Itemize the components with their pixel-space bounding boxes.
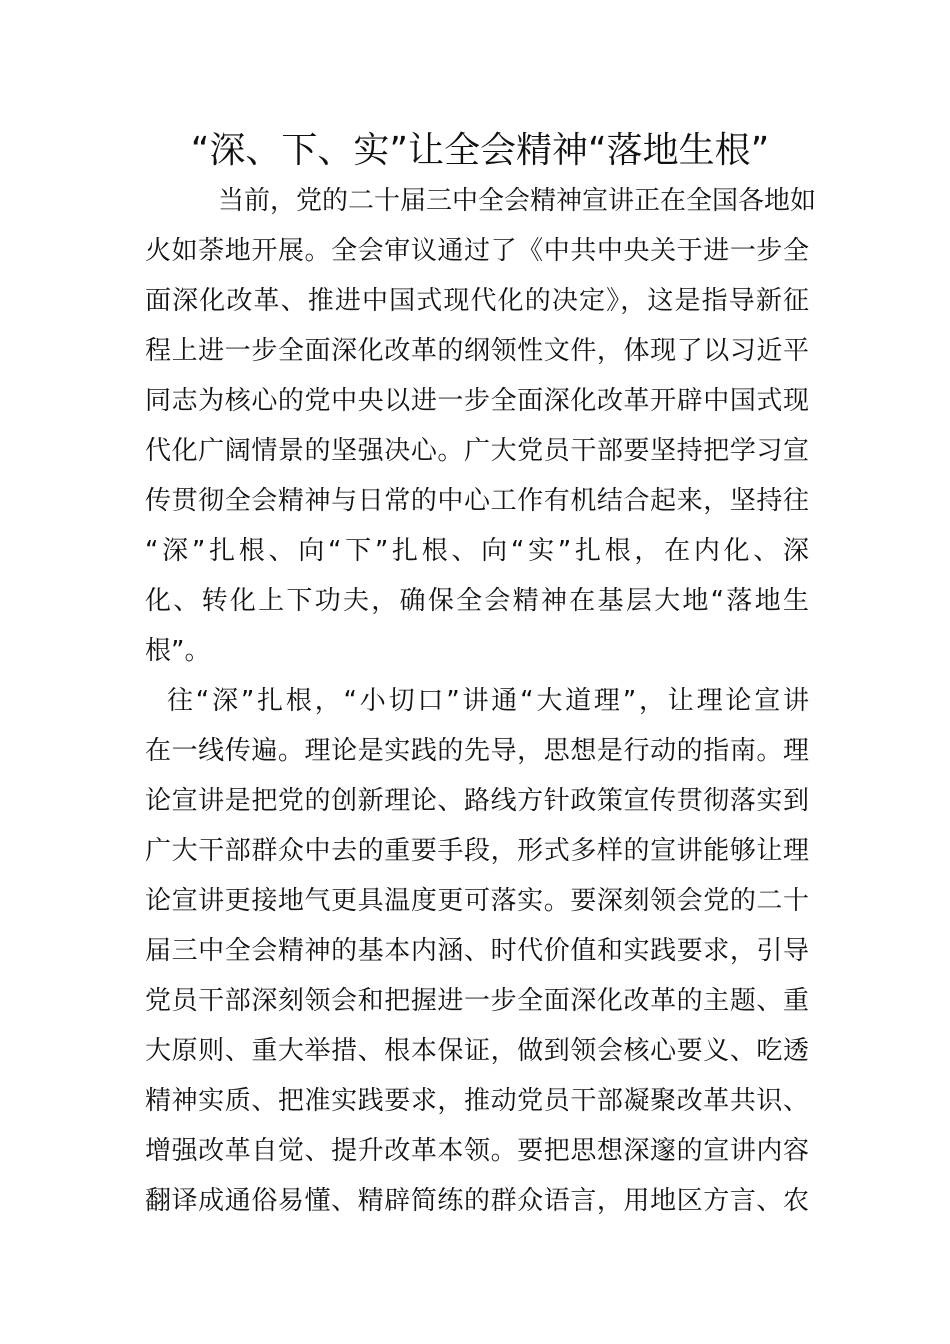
text-line: 根”。	[145, 636, 211, 666]
text-line: 论宣讲是把党的创新理论、路线方针政策宣传贯彻落实到	[145, 786, 809, 816]
text-line: 党员干部深刻领会和把握进一步全面深化改革的主题、重	[145, 986, 809, 1016]
text-line: 论宣讲更接地气更具温度更可落实。要深刻领会党的二十	[145, 886, 809, 916]
document-title: “深、下、实”让全会精神“落地生根”	[190, 130, 770, 171]
text-line: 大原则、重大举措、根本保证，做到领会核心要义、吃透	[145, 1036, 809, 1066]
text-line: 翻译成通俗易懂、精辟简练的群众语言，用地区方言、农	[145, 1186, 809, 1216]
text-line: 广大干部群众中去的重要手段，形式多样的宣讲能够让理	[145, 836, 809, 866]
text-line: 面深化改革、推进中国式现代化的决定》，这是指导新征	[145, 286, 809, 316]
text-line: 代化广阔情景的坚强决心。广大党员干部要坚持把学习宣	[145, 436, 809, 466]
text-line: 届三中全会精神的基本内涵、时代价值和实践要求，引导	[145, 936, 809, 966]
text-line: 精神实质、把准实践要求，推动党员干部凝聚改革共识、	[145, 1086, 809, 1116]
paragraph-2	[145, 676, 809, 1226]
document-body	[145, 176, 817, 1226]
text-line: 当前，党的二十届三中全会精神宣讲正在全国各地如	[218, 186, 817, 216]
text-line: 传贯彻全会精神与日常的中心工作有机结合起来，坚持往	[145, 486, 809, 516]
text-line: 火如荼地开展。全会审议通过了《中共中央关于进一步全	[145, 236, 809, 266]
text-line: 同志为核心的党中央以进一步全面深化改革开辟中国式现	[145, 386, 809, 416]
text-line: 化、转化上下功夫，确保全会精神在基层大地“落地生	[145, 586, 809, 616]
text-line: 程上进一步全面深化改革的纲领性文件，体现了以习近平	[145, 336, 809, 366]
text-line: 增强改革自觉、提升改革本领。要把思想深邃的宣讲内容	[145, 1136, 809, 1166]
text-line: “深”扎根、向“下”扎根、向“实”扎根，在内化、深	[145, 536, 809, 566]
text-line: 在一线传遍。理论是实践的先导，思想是行动的指南。理	[145, 736, 809, 766]
paragraph-1	[145, 176, 817, 676]
text-line: 往“深”扎根，“小切口”讲通“大道理”，让理论宣讲	[167, 686, 809, 716]
